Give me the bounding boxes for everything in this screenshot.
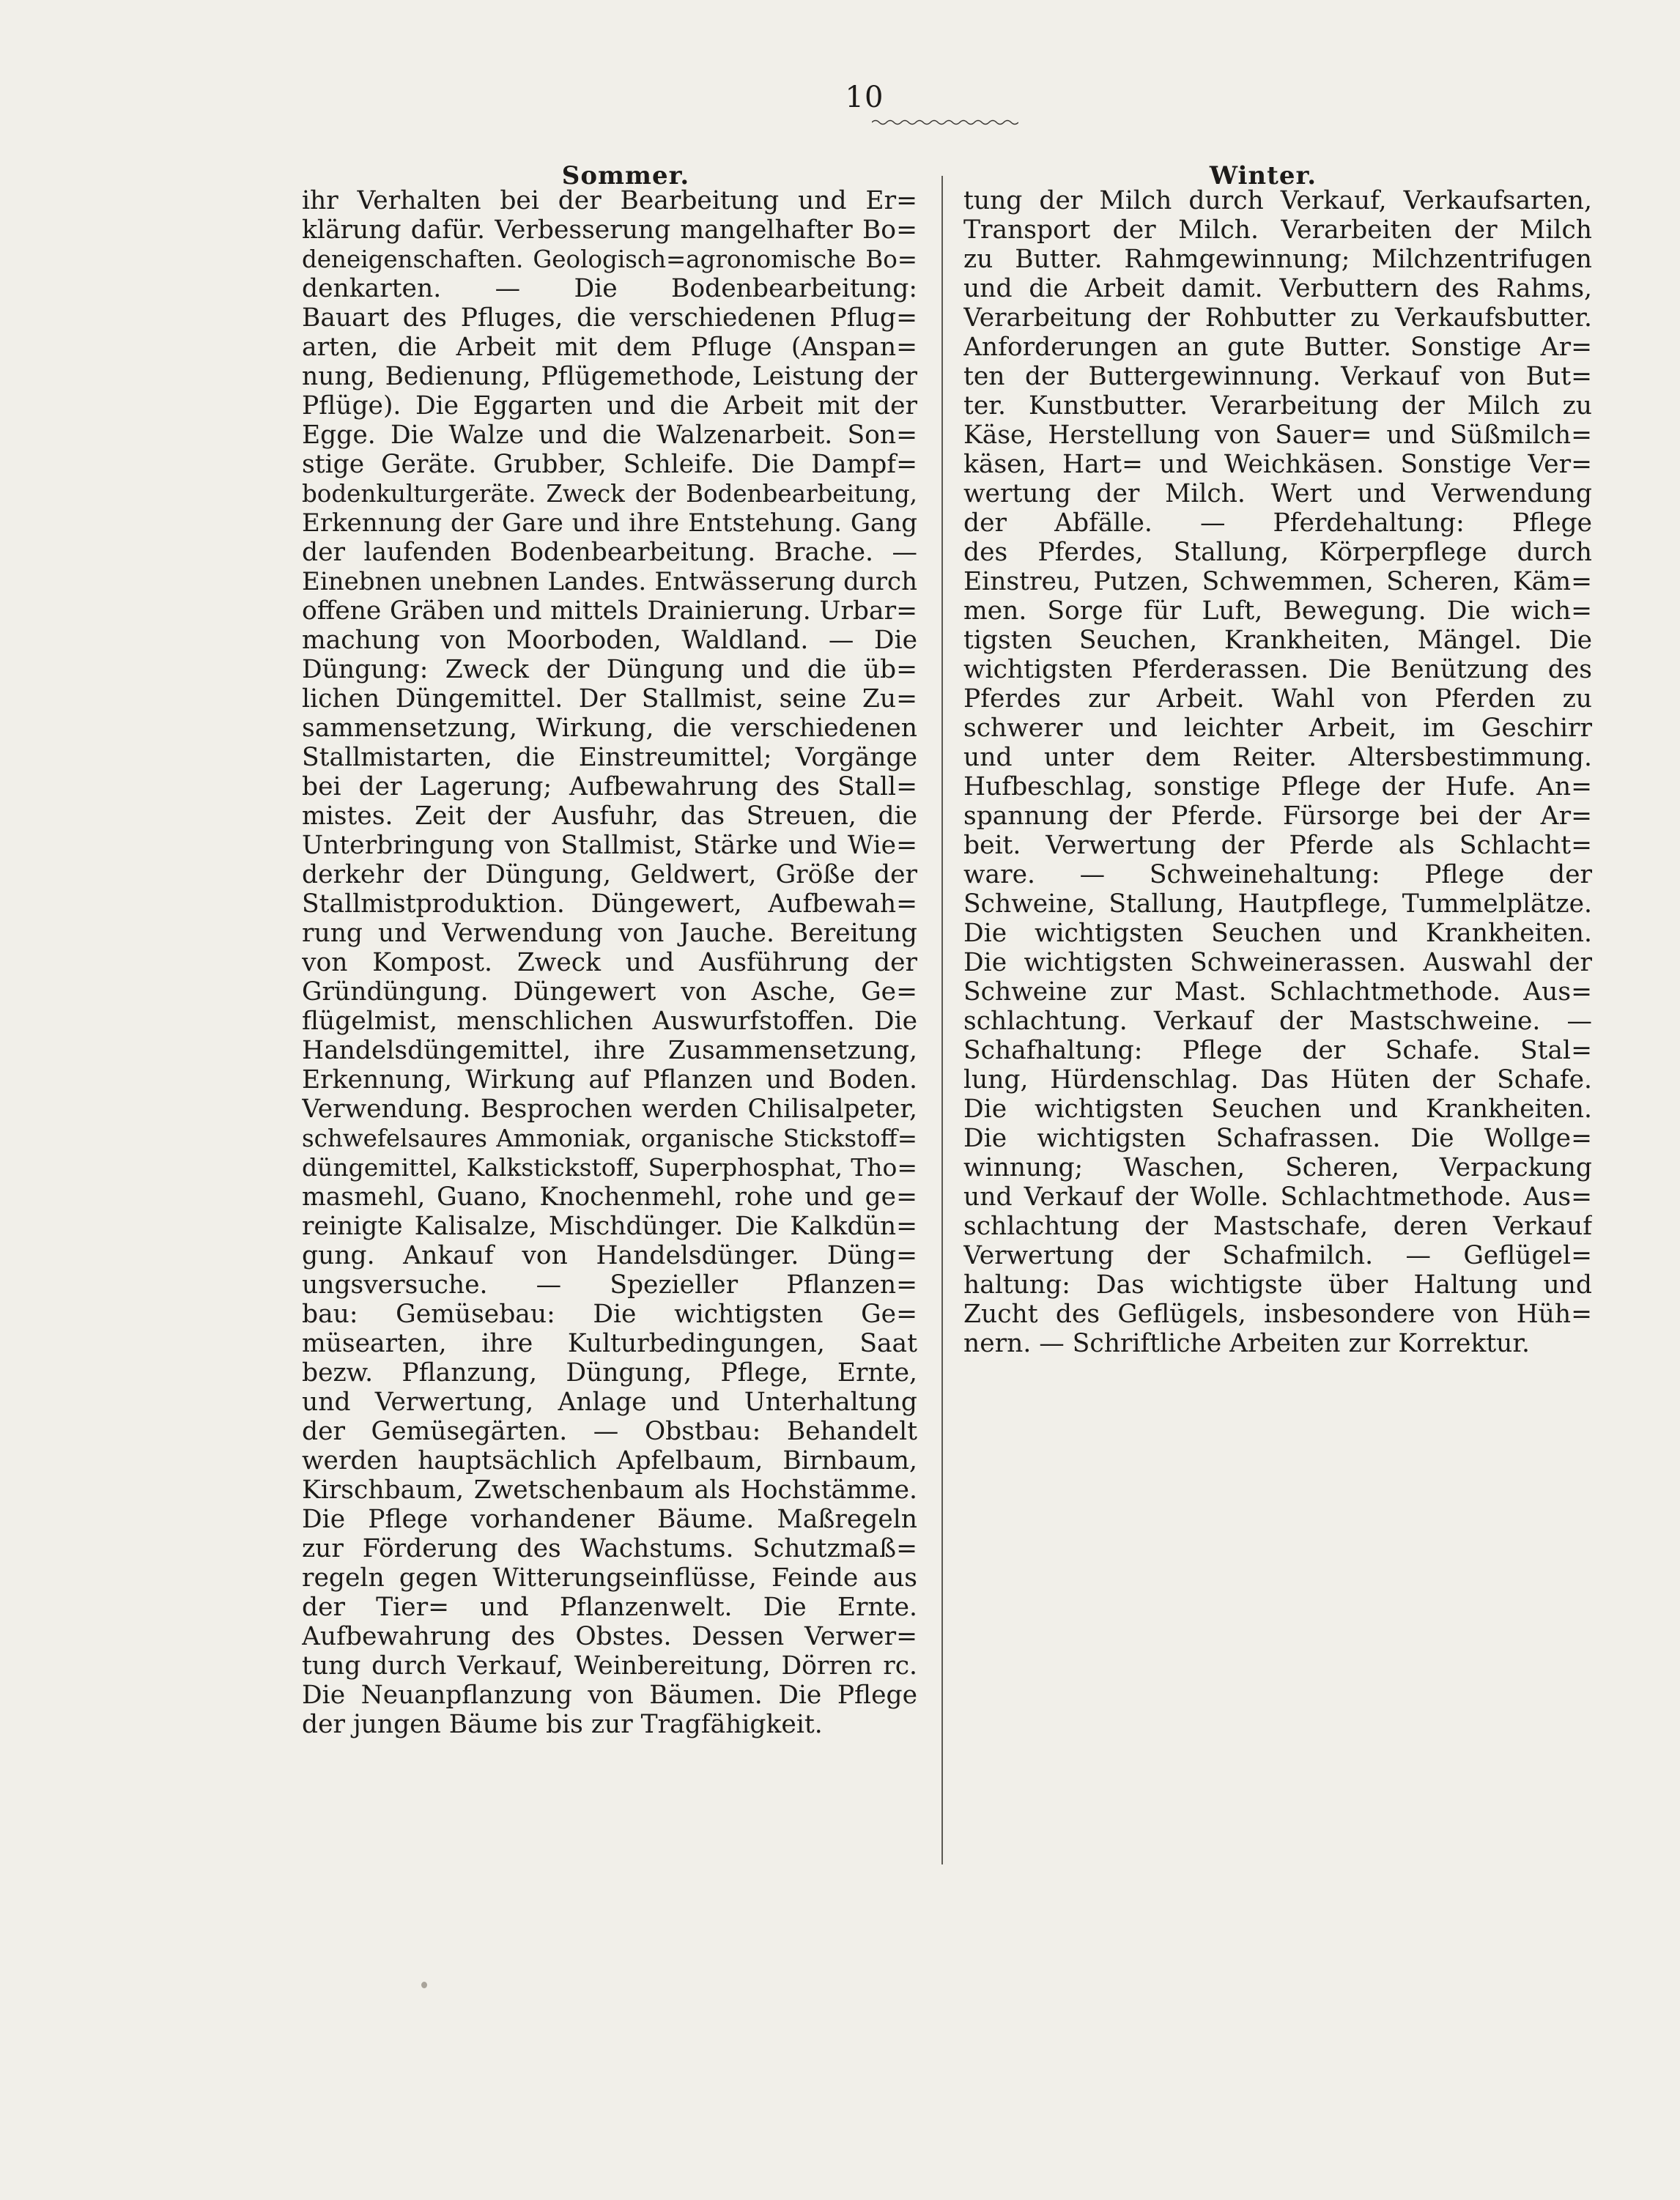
text-line: Kirschbaum, Zwetschenbaum als Hochstämme. — [302, 1475, 917, 1505]
text-line: Schweine zur Mast. Schlachtmethode. Aus= — [963, 977, 1592, 1007]
text-line: gung. Ankauf von Handelsdünger. Düng= — [302, 1241, 917, 1270]
text-line: regeln gegen Witterungseinflüsse, Feinde aus — [302, 1563, 917, 1593]
text-line: ihr Verhalten bei der Bearbeitung und Er= — [302, 186, 917, 215]
ornament-rule — [872, 119, 1018, 126]
text-line: bau: Gemüsebau: Die wichtigsten Ge= — [302, 1300, 917, 1329]
text-line: bezw. Pflanzung, Düngung, Pflege, Ernte, — [302, 1358, 917, 1388]
text-line: Hufbeschlag, sonstige Pflege der Hufe. An= — [963, 772, 1592, 801]
text-line: masmehl, Guano, Knochenmehl, rohe und ge= — [302, 1182, 917, 1212]
text-line: und Verkauf der Wolle. Schlachtmethode. Aus= — [963, 1182, 1592, 1212]
text-line: zu Butter. Rahmgewinnung; Milchzentrifugen — [963, 245, 1592, 274]
text-line: spannung der Pferde. Fürsorge bei der Ar= — [963, 801, 1592, 831]
text-line: lung, Hürdenschlag. Das Hüten der Schafe. — [963, 1065, 1592, 1095]
column-heading-winter: Winter. — [1209, 161, 1317, 190]
text-line: Die wichtigsten Schafrassen. Die Wollge= — [963, 1124, 1592, 1153]
text-line: tigsten Seuchen, Krankheiten, Mängel. Die — [963, 626, 1592, 655]
text-line: der Tier= und Pflanzenwelt. Die Ernte. — [302, 1593, 917, 1622]
column-winter — [963, 163, 1592, 1358]
text-line: nern. — Schriftliche Arbeiten zur Korrektur. — [963, 1329, 1531, 1358]
text-line: Pflüge). Die Eggarten und die Arbeit mit der — [302, 391, 917, 421]
text-line: offene Gräben und mittels Drainierung. Urbar= — [302, 596, 917, 626]
text-line: wertung der Milch. Wert und Verwendung — [963, 479, 1592, 508]
text-line: sammensetzung, Wirkung, die verschiedenen — [302, 714, 917, 743]
text-line: men. Sorge für Luft, Bewegung. Die wich= — [963, 596, 1592, 626]
text-line: düngemittel, Kalkstickstoff, Superphosphat, Tho= — [302, 1153, 917, 1182]
text-line: des Pferdes, Stallung, Körperpflege durch — [963, 538, 1592, 567]
text-line: Stallmistarten, die Einstreumittel; Vorgänge — [302, 743, 917, 772]
text-line: Verarbeitung der Rohbutter zu Verkaufsbutter. — [963, 303, 1592, 333]
text-line: werden hauptsächlich Apfelbaum, Birnbaum, — [302, 1446, 917, 1475]
text-line: Einstreu, Putzen, Schwemmen, Scheren, Käm= — [963, 567, 1592, 596]
text-line: tung durch Verkauf, Weinbereitung, Dörren rc. — [302, 1651, 917, 1681]
text-line: Aufbewahrung des Obstes. Dessen Verwer= — [302, 1622, 917, 1651]
text-line: schlachtung der Mastschafe, deren Verkauf — [963, 1212, 1592, 1241]
text-line: Handelsdüngemittel, ihre Zusammensetzung, — [302, 1036, 917, 1065]
text-line: ter. Kunstbutter. Verarbeitung der Milch zu — [963, 391, 1592, 421]
text-line: der Gemüsegärten. — Obstbau: Behandelt — [302, 1417, 917, 1446]
text-line: winnung; Waschen, Scheren, Verpackung — [963, 1153, 1592, 1182]
text-line: Schafhaltung: Pflege der Schafe. Stal= — [963, 1036, 1592, 1065]
column-body-summer — [302, 186, 917, 1739]
text-line: flügelmist, menschlichen Auswurfstoffen. Die — [302, 1007, 917, 1036]
text-line: Egge. Die Walze und die Walzenarbeit. Son= — [302, 421, 917, 450]
text-line: lichen Düngemittel. Der Stallmist, seine Zu= — [302, 684, 917, 714]
text-line: Erkennung, Wirkung auf Pflanzen und Boden. — [302, 1065, 917, 1095]
text-line: tung der Milch durch Verkauf, Verkaufsarten, — [963, 186, 1592, 215]
text-line: mistes. Zeit der Ausfuhr, das Streuen, die — [302, 801, 917, 831]
text-line: Einebnen unebnen Landes. Entwässerung durch — [302, 567, 917, 596]
text-line: Die wichtigsten Seuchen und Krankheiten. — [963, 919, 1592, 948]
text-line: ten der Buttergewinnung. Verkauf von But= — [963, 362, 1592, 391]
column-body-winter — [963, 186, 1592, 1358]
text-line: schwerer und leichter Arbeit, im Geschirr — [963, 714, 1592, 743]
text-line: stige Geräte. Grubber, Schleife. Die Dampf= — [302, 450, 917, 479]
text-line: Düngung: Zweck der Düngung und die üb= — [302, 655, 917, 684]
text-line: haltung: Das wichtigste über Haltung und — [963, 1270, 1592, 1300]
text-line: Zucht des Geflügels, insbesondere von Hüh= — [963, 1300, 1592, 1329]
text-line: Unterbringung von Stallmist, Stärke und Wie= — [302, 831, 917, 860]
text-line: ware. — Schweinehaltung: Pflege der — [963, 860, 1592, 889]
text-line: deneigenschaften. Geologisch=agronomische Bo= — [302, 245, 917, 273]
text-line: Stallmistproduktion. Düngewert, Aufbewah= — [302, 889, 917, 919]
text-line: nung, Bedienung, Pflügemethode, Leistung der — [302, 362, 917, 391]
column-heading-summer: Sommer. — [561, 161, 690, 190]
column-summer — [302, 163, 917, 1739]
text-line: beit. Verwertung der Pferde als Schlacht= — [963, 831, 1592, 860]
text-line: müsearten, ihre Kulturbedingungen, Saat — [302, 1329, 917, 1358]
text-line: Die Pflege vorhandener Bäume. Maßregeln — [302, 1505, 917, 1534]
text-line: zur Förderung des Wachstums. Schutzmaß= — [302, 1534, 917, 1563]
text-line: derkehr der Düngung, Geldwert, Größe der — [302, 860, 917, 889]
text-line: käsen, Hart= und Weichkäsen. Sonstige Ver= — [963, 450, 1592, 479]
text-line: und unter dem Reiter. Altersbestimmung. — [963, 743, 1592, 772]
paper-speck — [421, 1982, 427, 1988]
text-line: Die wichtigsten Schweinerassen. Auswahl der — [963, 948, 1592, 977]
text-line: Die wichtigsten Seuchen und Krankheiten. — [963, 1095, 1592, 1124]
column-divider — [941, 176, 943, 1864]
text-line: der Abfälle. — Pferdehaltung: Pflege — [963, 508, 1592, 538]
text-line: Schweine, Stallung, Hautpflege, Tummelplätze. — [963, 889, 1592, 919]
text-line: klärung dafür. Verbesserung mangelhafter Bo= — [302, 215, 917, 245]
text-line: von Kompost. Zweck und Ausführung der — [302, 948, 917, 977]
text-line: machung von Moorboden, Waldland. — Die — [302, 626, 917, 655]
text-line: bodenkulturgeräte. Zweck der Bodenbearbeitung, — [302, 480, 917, 508]
text-line: schlachtung. Verkauf der Mastschweine. — — [963, 1007, 1592, 1036]
text-line: der jungen Bäume bis zur Tragfähigkeit. — [302, 1710, 823, 1739]
text-line: Die Neuanpflanzung von Bäumen. Die Pflege — [302, 1681, 917, 1710]
text-line: rung und Verwendung von Jauche. Bereitung — [302, 919, 917, 948]
text-line: denkarten. — Die Bodenbearbeitung: — [302, 274, 917, 303]
text-line: und die Arbeit damit. Verbuttern des Rahms, — [963, 274, 1592, 303]
text-line: Pferdes zur Arbeit. Wahl von Pferden zu — [963, 684, 1592, 714]
text-line: Verwendung. Besprochen werden Chilisalpeter, — [302, 1095, 917, 1124]
text-line: ungsversuche. — Spezieller Pflanzen= — [302, 1270, 917, 1300]
text-line: bei der Lagerung; Aufbewahrung des Stall= — [302, 772, 917, 801]
text-line: Transport der Milch. Verarbeiten der Milch — [963, 215, 1592, 245]
text-line: Erkennung der Gare und ihre Entstehung. Gang — [302, 508, 917, 538]
text-line: und Verwertung, Anlage und Unterhaltung — [302, 1388, 917, 1417]
text-line: wichtigsten Pferderassen. Die Benützung des — [963, 655, 1592, 684]
text-line: Anforderungen an gute Butter. Sonstige Ar= — [963, 333, 1592, 362]
text-line: Bauart des Pfluges, die verschiedenen Pflug= — [302, 303, 917, 333]
text-line: Käse, Herstellung von Sauer= und Süßmilch= — [963, 421, 1592, 450]
text-line: schwefelsaures Ammoniak, organische Stickstoff= — [302, 1125, 917, 1152]
text-line: Verwertung der Schafmilch. — Geflügel= — [963, 1241, 1592, 1270]
page-number: 10 — [845, 81, 884, 114]
text-line: Gründüngung. Düngewert von Asche, Ge= — [302, 977, 917, 1007]
text-line: arten, die Arbeit mit dem Pfluge (Anspan= — [302, 333, 917, 362]
text-line: der laufenden Bodenbearbeitung. Brache. — — [302, 538, 917, 567]
text-line: reinigte Kalisalze, Mischdünger. Die Kalkdün= — [302, 1212, 917, 1241]
